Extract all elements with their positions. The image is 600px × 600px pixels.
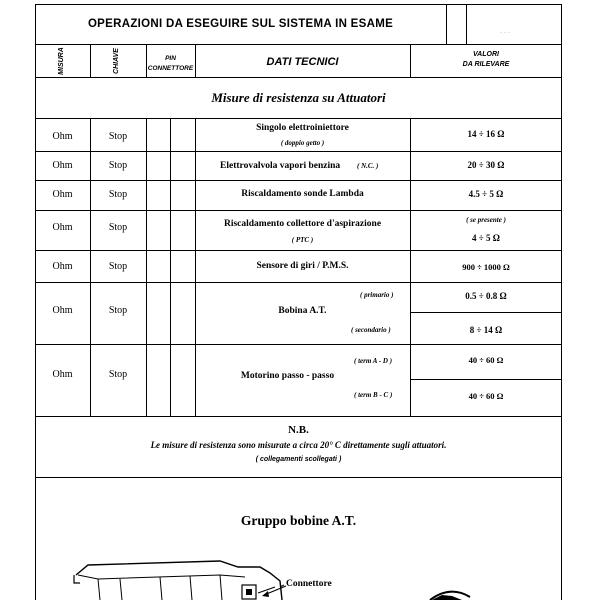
cell-chiave: Stop — [108, 189, 128, 200]
row-line — [410, 312, 562, 313]
section-title: Misure di resistenza su Attuatori — [211, 90, 386, 105]
cell-valore-note: ( se presente ) — [466, 216, 506, 224]
section-divider — [35, 118, 562, 119]
col-pin-header-2: CONNETTORE — [147, 65, 194, 72]
cell-dati-sub: ( PTC ) — [291, 236, 314, 244]
figure-title: Gruppo bobine A.T. — [240, 513, 357, 528]
cell-dati: Riscaldamento collettore d'aspirazione — [223, 219, 382, 229]
col-pin-header: PIN — [165, 55, 176, 62]
connettore-arrow-icon — [258, 583, 288, 599]
connettore-label: Connettore — [286, 579, 332, 589]
cell-misura: Ohm — [52, 261, 73, 272]
cell-misura: Ohm — [52, 189, 73, 200]
col-line — [146, 118, 147, 416]
row-line — [35, 282, 562, 283]
cell-dati: Elettrovalvola vapori benzina — [220, 161, 341, 171]
cell-valore-b: 8 ÷ 14 Ω — [469, 325, 503, 335]
cell-dati: Motorino passo - passo — [240, 371, 335, 381]
cell-chiave: Stop — [108, 160, 128, 171]
cell-sub-a: ( term A - D ) — [354, 357, 393, 365]
header-box-line — [466, 4, 467, 44]
col-line — [90, 44, 91, 77]
cell-dati-sub: ( doppio getto ) — [280, 139, 325, 147]
cell-chiave: Stop — [108, 369, 128, 380]
col-misura-header: MISURA — [58, 47, 65, 75]
note-sub: ( collegamenti scollegati ) — [255, 456, 342, 463]
cell-dati: Sensore di giri / P.M.S. — [256, 261, 349, 271]
row-line — [410, 379, 562, 380]
cell-valore-a: 0.5 ÷ 0.8 Ω — [465, 291, 507, 301]
cell-valore: 14 ÷ 16 Ω — [467, 129, 505, 139]
header-box-line — [446, 4, 447, 44]
cell-valore-a: 40 ÷ 60 Ω — [468, 355, 504, 365]
page-mark: . . . — [500, 26, 510, 35]
note-text: Le misure di resistenza sono misurate a circa 20° C direttamente sugli attuatori. — [150, 440, 447, 450]
cell-chiave: Stop — [108, 261, 128, 272]
cell-dati-note: ( N.C. ) — [357, 162, 379, 170]
cell-dati: Bobina A.T. — [278, 306, 327, 316]
col-line — [170, 118, 171, 416]
cell-misura: Ohm — [52, 369, 73, 380]
cell-chiave: Stop — [108, 305, 128, 316]
col-dati-header: DATI TECNICI — [266, 56, 339, 68]
cell-misura: Ohm — [52, 131, 73, 142]
cell-sub-a: ( primario ) — [360, 291, 394, 299]
cell-sub-b: ( secondario ) — [351, 326, 391, 334]
row-line — [35, 477, 562, 478]
row-line — [35, 344, 562, 345]
cell-chiave: Stop — [108, 131, 128, 142]
row-line — [35, 416, 562, 417]
cell-dati: Singolo elettroiniettore — [256, 123, 349, 133]
cell-dati: Riscaldamento sonde Lambda — [241, 189, 364, 199]
cell-valore: 4 ÷ 5 Ω — [472, 233, 500, 243]
cell-valore: 20 ÷ 30 Ω — [467, 160, 505, 170]
col-valori-header-2: DA RILEVARE — [462, 61, 510, 68]
cell-misura: Ohm — [52, 305, 73, 316]
cell-misura: Ohm — [52, 160, 73, 171]
col-valori-header: VALORI — [473, 51, 499, 58]
coil-pack-drawing — [70, 555, 550, 600]
note-title: N.B. — [288, 424, 309, 436]
row-line — [35, 180, 562, 181]
row-line — [35, 250, 562, 251]
cell-valore-b: 40 ÷ 60 Ω — [468, 391, 504, 401]
cell-valore: 4.5 ÷ 5 Ω — [468, 189, 504, 199]
cell-sub-b: ( term B - C ) — [354, 391, 393, 399]
row-line — [35, 151, 562, 152]
cell-chiave: Stop — [108, 222, 128, 233]
page-title: OPERAZIONI DA ESEGUIRE SUL SISTEMA IN ESAME — [87, 18, 394, 30]
cell-valore: 900 ÷ 1000 Ω — [462, 262, 510, 272]
row-line — [35, 210, 562, 211]
col-chiave-header: CHIAVE — [113, 48, 120, 74]
cell-misura: Ohm — [52, 222, 73, 233]
